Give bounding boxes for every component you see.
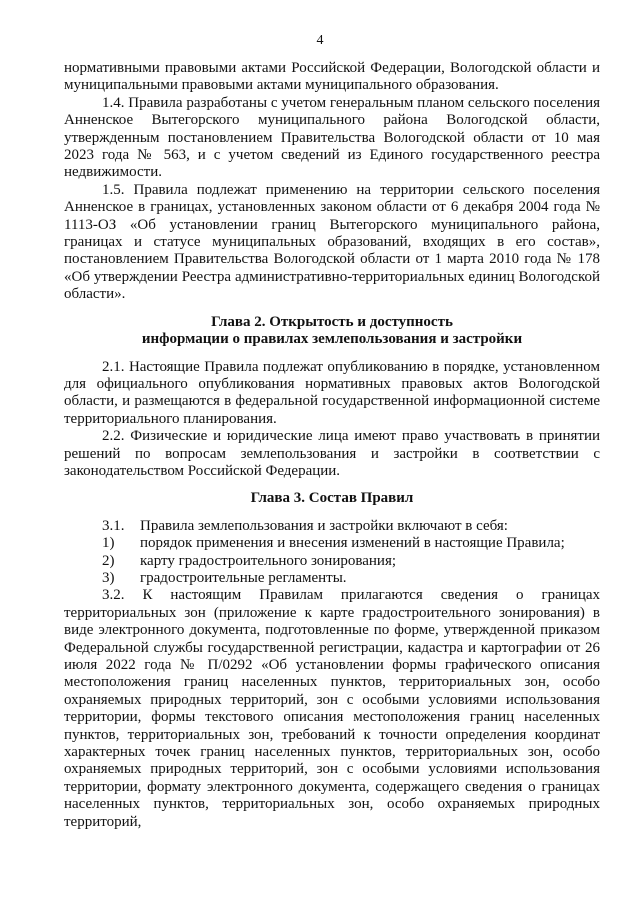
paragraph-3-1-number: 3.1.: [102, 517, 125, 534]
paragraph-1-5: 1.5. Правила подлежат применению на территории сельского поселения Анненское в границах, установленных законом области от 6 декабря 2004 года № 1113-ОЗ «Об установлении границ Вытегорского муниципального района, границах и статусе муниципальных образований, входящих в его состав», постановлением Правительства Вологодской области от 1 марта 2010 года № 178 «Об утверждении Реестра административно-территориальных единиц Вологодской области».: [64, 181, 600, 303]
page-number: 4: [316, 33, 324, 48]
list-item-number: 1): [102, 535, 115, 552]
list-item: [64, 535, 600, 552]
list-item-number: 2): [102, 552, 115, 569]
list-item: [64, 570, 600, 587]
paragraph-3-1: [64, 518, 600, 535]
chapter-2-heading: [64, 314, 600, 349]
paragraph-2-1: 2.1. Настоящие Правила подлежат опубликованию в порядке, установленном для официального опубликования нормативных правовых актов Вологодской области, и размещаются в федеральной государственной информационной системе территориального планирования.: [64, 358, 600, 427]
document-body: [64, 60, 600, 831]
list-item-text: карту градостроительного зонирования;: [140, 552, 397, 569]
paragraph-1-4: 1.4. Правила разработаны с учетом генеральным планом сельского поселения Анненское Вытегорского муниципального района Вологодской области, утвержденным постановлением Правительства Вологодской области от 10 мая 2023 года № 563, и с учетом сведений из Единого государственного реестра недвижимости.: [64, 94, 600, 181]
list-item: [64, 553, 600, 570]
paragraph-3-2: 3.2. К настоящим Правилам прилагаются сведения о границах территориальных зон (приложение к карте градостроительного зонирования) в виде электронного документа, подготовленные по форме, утвержденной приказом Федеральной службы государственной регистрации, кадастра и картографии от 26 июля 2022 года № П/0292 «Об установлении формы графического описания местоположения границ населенных пунктов, территориальных зон, особо охраняемых природных территорий, зон с особыми условиями использования территории, формы текстового описания местоположения границ населенных пунктов, территориальных зон, требований к точности определения координат характерных точек границ населенных пунктов, территориальных зон, особо охраняемых природных территорий, зон с особыми условиями использования территории, формату электронного документа, содержащего сведения о границах населенных пунктов, территориальных зон, особо охраняемых природных территорий,: [64, 587, 600, 830]
list-item-text: порядок применения и внесения изменений в настоящие Правила;: [140, 535, 565, 552]
paragraph-3-1-text: Правила землепользования и застройки включают в себя:: [140, 517, 508, 534]
list-item-number: 3): [102, 569, 115, 586]
paragraph-intro: нормативными правовыми актами Российской Федерации, Вологодской области и муниципальными правовыми актами муниципального образования.: [64, 60, 600, 94]
chapter-3-heading: Глава 3. Состав Правил: [250, 490, 414, 507]
paragraph-2-2: 2.2. Физические и юридические лица имеют право участвовать в принятии решений по вопросам землепользования и застройки в соответствии с законодательством Российской Федерации.: [64, 428, 600, 479]
chapter-2-title-line2: информации о правилах землепользования и застройки: [141, 331, 523, 348]
list-item-text: градостроительные регламенты.: [140, 569, 347, 586]
chapter-2-title-line1: Глава 2. Открытость и доступность: [211, 313, 453, 330]
